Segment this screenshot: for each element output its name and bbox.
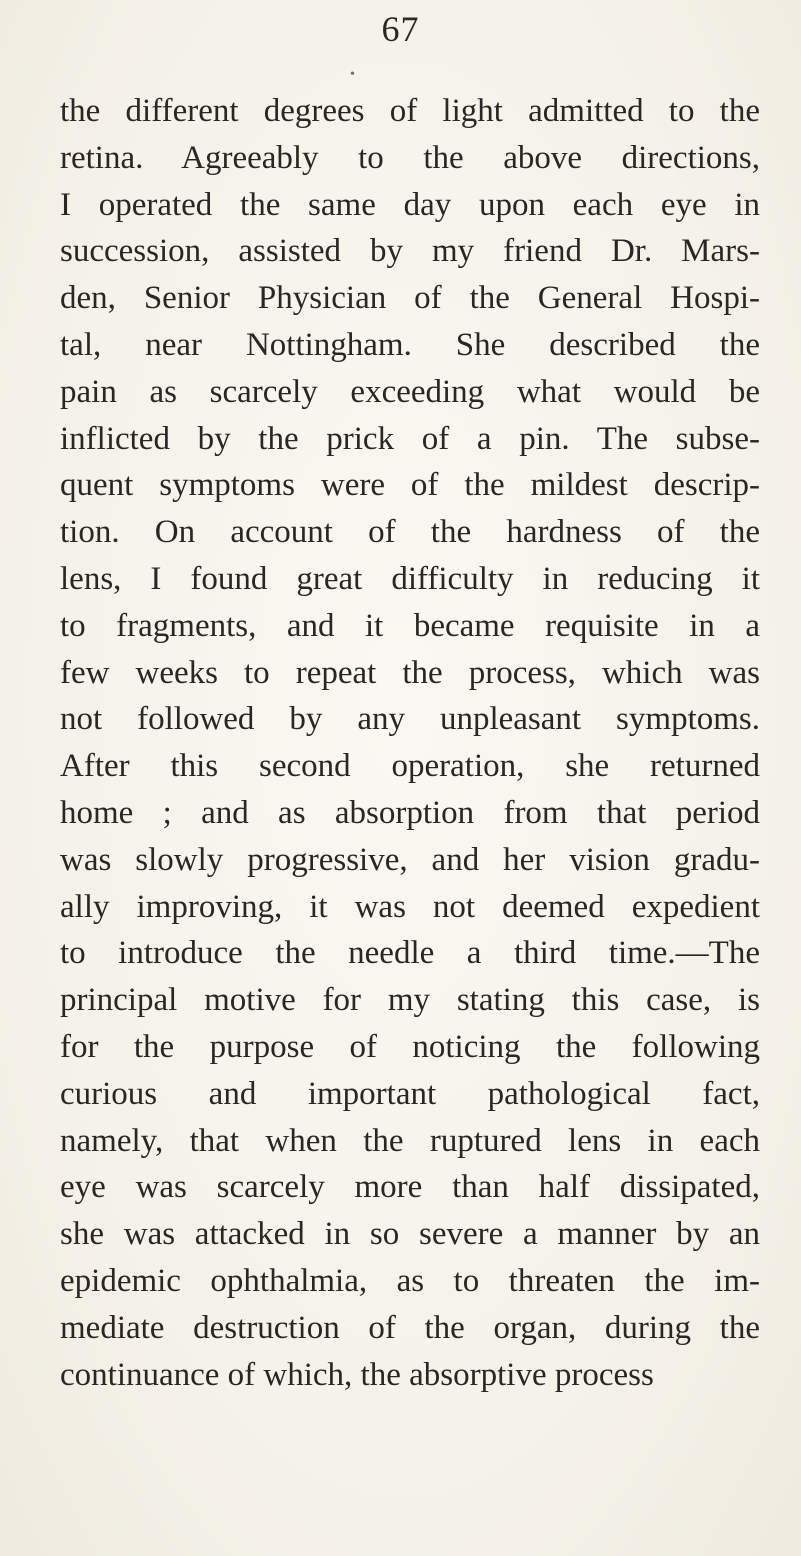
text-line: After this second operation, she returned <box>60 748 760 785</box>
text-line: namely, that when the ruptured lens in each <box>60 1122 760 1159</box>
text-line: pain as scarcely exceeding what would be <box>60 373 760 410</box>
text-line: ally improving, it was not deemed expedient <box>60 888 760 925</box>
text-line: to fragments, and it became requisite in a <box>60 607 760 644</box>
text-line: the different degrees of light admitted to the <box>60 93 760 129</box>
text-line: was slowly progressive, and her vision gradu- <box>60 841 760 878</box>
text-line: to introduce the needle a third time.—The <box>60 935 760 972</box>
text-line: tal, near Nottingham. She described the <box>60 326 760 363</box>
text-line: eye was scarcely more than half dissipated, <box>60 1169 760 1206</box>
text-line: lens, I found great difficulty in reducing it <box>60 560 760 597</box>
text-line: succession, assisted by my friend Dr. Mars- <box>60 233 760 270</box>
text-line: home ; and as absorption from that period <box>60 794 760 831</box>
text-line: den, Senior Physician of the General Hospi- <box>60 280 760 317</box>
text-line: tion. On account of the hardness of the <box>60 514 760 551</box>
page-number: 67 <box>381 9 420 49</box>
ink-mark: • <box>350 67 355 82</box>
text-line: quent symptoms were of the mildest descrip- <box>60 467 760 504</box>
text-line: I operated the same day upon each eye in <box>60 186 760 223</box>
text-line: mediate destruction of the organ, during the <box>60 1309 760 1346</box>
text-line: retina. Agreeably to the above directions, <box>60 139 760 176</box>
text-line: few weeks to repeat the process, which was <box>60 654 760 691</box>
text-line: not followed by any unpleasant symptoms. <box>60 701 760 738</box>
text-line: for the purpose of noticing the following <box>60 1028 760 1065</box>
body-text <box>60 88 760 1398</box>
text-line: curious and important pathological fact, <box>60 1075 760 1112</box>
text-line: inflicted by the prick of a pin. The subse- <box>60 420 760 457</box>
text-line: epidemic ophthalmia, as to threaten the im- <box>60 1262 760 1299</box>
text-line: she was attacked in so severe a manner by an <box>60 1216 760 1253</box>
text-line: continuance of which, the absorptive process <box>60 1356 654 1393</box>
text-line: principal motive for my stating this case, is <box>60 982 760 1019</box>
